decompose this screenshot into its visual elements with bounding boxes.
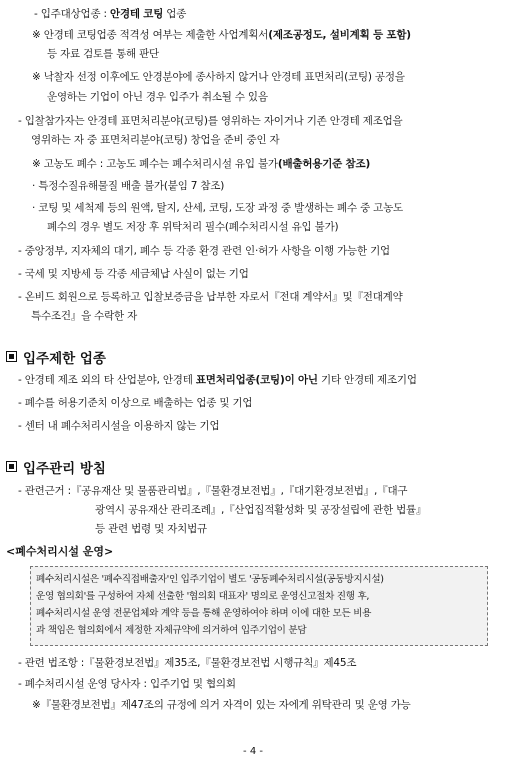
target-industry-line: - 입주대상업종 : 안경테 코팅 업종 [34,8,187,20]
onbid-member-line: - 온비드 회원으로 등록하고 입찰보증금을 납부한 자로서『전대 계약서』및『전대계약 [18,291,403,303]
restricted-line-2: - 폐수를 허용기준치 이상으로 배출하는 업종 및 기업 [18,397,253,409]
page-number: - 4 - [243,746,263,757]
no-tax-arrears-line: - 국세 및 지방세 등 각종 세금체납 사실이 없는 기업 [18,268,249,280]
square-bullet-icon [6,461,17,472]
box-line-4: 과 책임은 협의회에서 제정한 자체규약에 의거하여 입주기업이 분담 [36,625,307,636]
onbid-member-cont: 특수조건』을 수락한 자 [31,310,138,322]
restricted-line-3: - 센터 내 폐수처리시설을 이용하지 않는 기업 [18,420,220,432]
box-line-2: 운영 협의회'를 구성하여 자체 선출한 '협의회 대표자' 명의로 운영신고절차 진행 후, [36,591,370,602]
high-concentration-note: ※ 고농도 폐수 : 고농도 폐수는 폐수처리시설 유입 불가(배출허용기준 참조) [32,158,371,170]
square-bullet-icon [6,351,17,362]
note-cancellation-cont: 운영하는 기업이 아닌 경우 입주가 취소될 수 있음 [47,91,268,103]
coating-wastewater-cont: 폐수의 경우 별도 저장 후 위탁처리 필수(폐수처리시설 유입 불가) [47,221,339,233]
restricted-line-1: - 안경테 제조 외의 타 산업분야, 안경테 표면처리업종(코팅)이 아닌 기타 안경테 제조기업 [18,374,417,386]
box-line-1: 폐수처리시설은 '폐수직접배출자'인 입주기업이 별도 '공동폐수처리시설(공동방지시설) [36,574,384,585]
legal-basis-cont-1: 광역시 공유재산 관리조례』,『산업집적활성화 및 공장설립에 관한 법률』 [95,504,427,516]
bidder-qualification-line: - 입찰참가자는 안경테 표면처리분야(코팅)를 영위하는 자이거나 기존 안경테 제조업을 [18,115,403,127]
wastewater-operation-subtitle: <폐수처리시설 운영> [6,545,114,558]
coating-wastewater-bullet: · 코팅 및 세척제 등의 원액, 탈지, 산세, 코팅, 도장 과정 중 발생하는 폐수 중 고농도 [32,202,403,214]
permit-capable-line: - 중앙정부, 지자체의 대기, 폐수 등 각종 환경 관련 인·허가 사항을 이행 가능한 기업 [18,245,390,257]
legal-basis-cont-2: 등 관련 법령 및 자치법규 [95,523,207,535]
note-eligibility-cont: 등 자료 검토를 통해 판단 [47,48,159,60]
note-cancellation-line: ※ 낙찰자 선정 이후에도 안경분야에 종사하지 않거나 안경테 표면처리(코팅) 공정을 [32,71,405,83]
bidder-qualification-cont: 영위하는 자 중 표면처리분야(코팅) 창업을 준비 중인 자 [31,134,280,146]
consignment-note: ※『물환경보전법』제47조의 규정에 의거 자격이 있는 자에게 위탁관리 및 운영 가능 [32,699,411,711]
toxic-substance-bullet: · 특정수질유해물질 배출 불가(붙임 7 참조) [32,180,225,192]
operator-line: - 폐수처리시설 운영 당사자 : 입주기업 및 협의회 [18,678,236,690]
section-management-policy-title: 입주관리 방침 [6,457,106,477]
legal-basis-line: - 관련근거 :『공유재산 및 물품관리법』,『물환경보전법』,『대기환경보전법』,『대구 [18,485,408,497]
box-line-3: 폐수처리시설 운영 전문업체와 계약 등을 통해 운영하여야 하며 이에 대한 모든 비용 [36,608,372,619]
wastewater-operation-box [30,566,488,646]
section-restricted-industries-title: 입주제한 업종 [6,347,106,367]
note-eligibility-line: ※ 안경테 코팅업종 적격성 여부는 제출한 사업계획서(제조공정도, 설비계획 등 포함) [32,29,411,41]
related-law-line: - 관련 법조항 :『물환경보전법』제35조,『물환경보전법 시행규칙』제45조 [18,657,357,669]
